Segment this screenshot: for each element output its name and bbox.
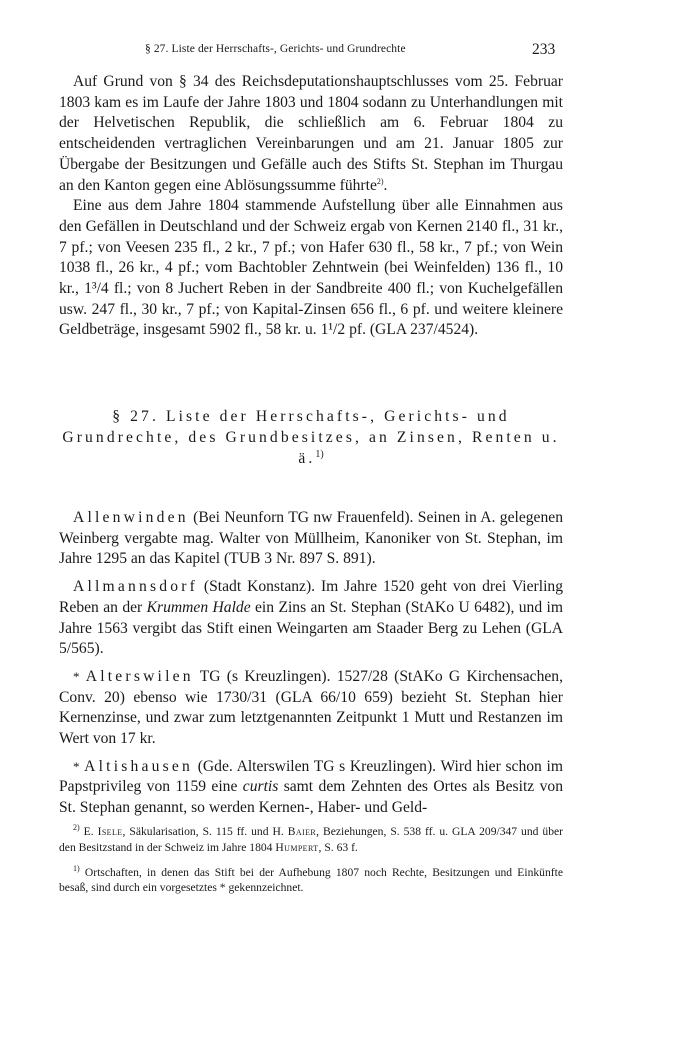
footnote-text: , S. 63 f. xyxy=(318,840,358,854)
author-name: Humpert xyxy=(275,840,319,854)
entry-text: (Bei Neunforn TG nw Frauenfeld). Seinen in A. gelegenen Weinberg vergabte mag. Walter von Müllheim, Kanoniker von St. Stephan, im Jahre 1295 an das Kapitel (TUB 3 Nr. 897 S. 891). xyxy=(59,509,563,568)
asterisk-marker: * xyxy=(73,758,80,774)
list-item xyxy=(59,757,563,819)
list-item xyxy=(59,667,563,750)
entry-text: samt dem Zehnten des Ortes als Besitz von St. Stephan genannt, so werden Kernen-, Haber- und Geld- xyxy=(59,778,563,817)
paragraph xyxy=(59,72,563,196)
section-heading xyxy=(59,406,563,469)
entry-text: ein Zins an St. Stephan (StAKo U 6482), und im Jahre 1563 vergibt das Stift einen Weingarten am Staader Berg zu Lehen (GLA 5/565). xyxy=(59,598,563,658)
place-name: Altishausen xyxy=(84,757,194,775)
author-name: Isele xyxy=(97,825,123,838)
paragraph-end: . xyxy=(383,176,388,194)
entry-text: (Gde. Alterswilen TG s Kreuzlingen). Wird hier schon im Papstprivileg von 1159 eine xyxy=(59,757,563,796)
asterisk-marker: * xyxy=(73,668,80,684)
paragraph: Eine aus dem Jahre 1804 stammende Aufstellung über alle Einnahmen aus den Gefällen in Deutschland und der Schweiz ergab von Kernen 2140 fl., 31 kr., 7 pf.; von Veesen 235 fl., 2 kr., 7 pf.; von Hafer 630 fl., 58 kr., 7 pf.; von Wein 1038 fl., 26 kr., 4 pf.; vom Bachtobler Zehntwein (bei Weinfelden) 136 fl., 10 kr., 1³/4 fl.; von 8 Juchert Reben in der Sandbreite 400 fl.; von Kuchelgefällen usw. 247 fl., 30 kr., 7 pf.; von Kapital-Zinsen 656 fl., 6 pf. und weitere kleinere Geldbeträge, insgesamt 5902 fl., 58 kr. u. 1¹/2 pf. (GLA 237/4524). xyxy=(59,197,563,339)
footnote-text: Ortschaften, in denen das Stift bei der Aufhebung 1807 noch Rechte, Besitzungen und Einkünfte besaß, sind durch ein vorgesetztes * gekennzeichnet. xyxy=(59,865,563,895)
footnote-text: , Beziehungen, S. 538 ff. u. GLA 209/347 und über den Besitzstand in der Schweiz im Jahre 1804 xyxy=(59,825,563,854)
list-item xyxy=(59,508,563,570)
footnote-text: E. xyxy=(79,825,98,838)
footnote xyxy=(59,824,563,856)
paragraph-text: Auf Grund von § 34 des Reichsdeputationshauptschlusses vom 25. Februar 1803 kam es im Laufe der Jahre 1803 und 1804 sodann zu Unterhandlungen mit der Helvetischen Republik, die schließlich am 6. Februar 1804 zu entscheidenden vertraglichen Vereinbarungen und am 21. Januar 1805 zur Übergabe der Besitzungen und Gefälle auch des Stifts St. Stephan im Thurgau an den Kanton gegen eine Ablösungssumme führte xyxy=(59,73,563,194)
footnotes xyxy=(59,824,563,905)
entry-list xyxy=(59,508,563,826)
entry-italic: curtis xyxy=(242,778,279,796)
footnote-text: , Säkularisation, S. 115 ff. und H. xyxy=(122,825,288,838)
list-item xyxy=(59,577,563,660)
footnote xyxy=(59,865,563,897)
entry-text: TG (s Kreuzlingen). 1527/28 (StAKo G Kirchensachen, Conv. 20) ebenso wie 1730/31 (GLA 66/10 659) bezieht St. Stephan hier Kernenzinse, und zwar zum letztgenannten Zeitpunkt 1 Mutt und Restanzen im Wert von 17 kr. xyxy=(59,667,564,748)
entry-text: (Stadt Konstanz). Im Jahre 1520 geht von drei Vierling Reben an der xyxy=(59,578,563,616)
section-heading-text: § 27. Liste der Herrschafts-, Gerichts- und Grundrechte, des Grundbesitzes, an Zinsen, Renten u. ä. xyxy=(62,408,560,467)
footnote-ref: 1) xyxy=(315,448,324,460)
place-name: Allenwinden xyxy=(73,509,189,526)
body-text xyxy=(59,72,563,341)
footnote-ref: 2) xyxy=(376,176,384,186)
place-name: Allmannsdorf xyxy=(73,578,199,596)
footnote-mark: 1) xyxy=(73,863,80,873)
entry-italic: Krummen Halde xyxy=(146,598,251,616)
author-name: Baier xyxy=(287,825,317,838)
footnote-mark: 2) xyxy=(73,823,80,833)
page-number: 233 xyxy=(532,41,556,58)
place-name: Alterswilen xyxy=(85,667,194,685)
running-title: § 27. Liste der Herrschafts-, Gerichts- und Grundrechte xyxy=(145,43,406,55)
